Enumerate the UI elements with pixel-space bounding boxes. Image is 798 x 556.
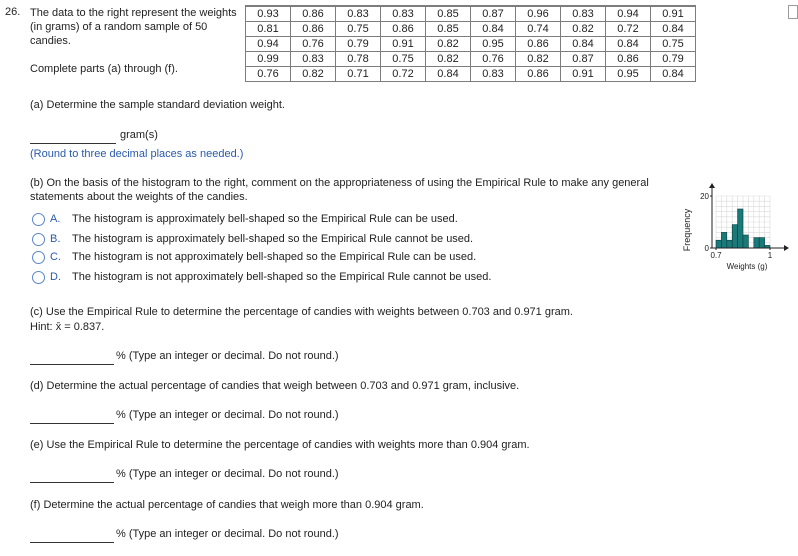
part-a-prompt: (a) Determine the sample standard deviation weight.	[30, 99, 285, 111]
part-a-unit: gram(s)	[120, 129, 158, 141]
data-table-cell: 0.79	[651, 52, 696, 67]
data-table-cell: 0.96	[516, 6, 561, 22]
data-table-cell: 0.91	[561, 67, 606, 82]
data-table-cell: 0.94	[246, 37, 291, 52]
data-table-cell: 0.95	[471, 37, 516, 52]
data-table-cell: 0.83	[471, 67, 516, 82]
part-a-hint: (Round to three decimal places as needed.)	[30, 148, 244, 160]
data-table-cell: 0.95	[606, 67, 651, 82]
question-instructions: Complete parts (a) through (f).	[30, 63, 178, 75]
data-table-cell: 0.72	[606, 22, 651, 37]
data-table-cell: 0.82	[516, 52, 561, 67]
data-table-cell: 0.91	[651, 6, 696, 22]
data-table-row	[246, 67, 696, 82]
data-table-cell: 0.86	[516, 67, 561, 82]
histogram-bar	[727, 240, 732, 248]
part-f-answer-note: % (Type an integer or decimal. Do not round.)	[116, 528, 339, 540]
data-table-cell: 0.99	[246, 52, 291, 67]
option-c-radio[interactable]	[32, 251, 45, 264]
data-table-cell: 0.71	[336, 67, 381, 82]
option-a-letter: A.	[50, 213, 61, 225]
data-table-cell: 0.91	[381, 37, 426, 52]
part-c-answer-input[interactable]	[30, 350, 114, 365]
data-table-cell: 0.93	[246, 6, 291, 22]
part-f-answer-input[interactable]	[30, 528, 114, 543]
option-b-text[interactable]: The histogram is approximately bell-shaped so the Empirical Rule cannot be used.	[72, 233, 474, 245]
data-table-cell: 0.82	[426, 37, 471, 52]
histogram-bar	[738, 209, 743, 248]
part-c-hint-label: Hint:	[30, 321, 56, 333]
part-e-prompt: (e) Use the Empirical Rule to determine the percentage of candies with weights more than 0.904 gram.	[30, 439, 530, 451]
part-c-hint-value: = 0.837.	[61, 321, 105, 333]
data-table-cell: 0.83	[291, 52, 336, 67]
question-number: 26.	[5, 6, 21, 18]
data-table-row	[246, 37, 696, 52]
histogram-x-tick-label: 1	[767, 251, 773, 260]
histogram-x-label: Weights (g)	[726, 262, 768, 271]
part-e-answer-input[interactable]	[30, 468, 114, 483]
data-table-cell: 0.82	[426, 52, 471, 67]
histogram-x-tick-label: 0.7	[710, 251, 722, 260]
data-table	[245, 5, 696, 82]
data-table-row	[246, 6, 696, 22]
data-table-cell: 0.76	[246, 67, 291, 82]
histogram-y-tick-label: 0	[704, 244, 709, 253]
part-c-hint-symbol: x̄	[55, 321, 62, 333]
part-d-answer-note: % (Type an integer or decimal. Do not round.)	[116, 409, 339, 421]
option-c-text[interactable]: The histogram is not approximately bell-shaped so the Empirical Rule can be used.	[72, 251, 477, 263]
data-table-cell: 0.74	[516, 22, 561, 37]
data-table-cell: 0.84	[471, 22, 516, 37]
data-table-cell: 0.94	[606, 6, 651, 22]
data-table-row	[246, 52, 696, 67]
part-c-hint	[30, 321, 104, 333]
data-table-cell: 0.86	[291, 6, 336, 22]
part-e-answer-note: % (Type an integer or decimal. Do not round.)	[116, 468, 339, 480]
data-table-cell: 0.72	[381, 67, 426, 82]
data-table-cell: 0.87	[561, 52, 606, 67]
histogram-y-label: Frequency	[682, 208, 692, 252]
data-table-cell: 0.82	[561, 22, 606, 37]
data-table-cell: 0.76	[291, 37, 336, 52]
data-table-cell: 0.76	[471, 52, 516, 67]
histogram-bar	[716, 240, 721, 248]
part-b-prompt: (b) On the basis of the histogram to the right, comment on the appropriateness of using the Empirical Rule to make any general statements about the weights of the candies.	[30, 177, 649, 203]
data-table-cell: 0.82	[291, 67, 336, 82]
data-table-cell: 0.83	[561, 6, 606, 22]
data-table-cell: 0.83	[336, 6, 381, 22]
part-f-prompt: (f) Determine the actual percentage of candies that weigh more than 0.904 gram.	[30, 499, 424, 511]
histogram-bar	[759, 238, 764, 248]
part-d-answer-input[interactable]	[30, 409, 114, 424]
part-d-prompt: (d) Determine the actual percentage of candies that weigh between 0.703 and 0.971 gram, inclusive.	[30, 380, 520, 392]
option-b-letter: B.	[50, 233, 61, 245]
x-axis-arrow-icon	[784, 245, 789, 251]
option-a-radio[interactable]	[32, 213, 45, 226]
option-d-letter: D.	[50, 271, 61, 283]
data-table-cell: 0.84	[651, 67, 696, 82]
weights-histogram	[680, 182, 798, 282]
histogram-bar	[743, 235, 748, 248]
part-c-prompt: (c) Use the Empirical Rule to determine the percentage of candies with weights between 0.703 and 0.971 gram.	[30, 306, 573, 318]
data-table-row	[246, 22, 696, 37]
histogram-bar	[732, 225, 737, 248]
data-table-cell: 0.83	[381, 6, 426, 22]
data-table-cell: 0.78	[336, 52, 381, 67]
data-popout-icon[interactable]	[788, 5, 798, 19]
histogram-bar	[754, 238, 759, 248]
option-a-text[interactable]: The histogram is approximately bell-shaped so the Empirical Rule can be used.	[72, 213, 458, 225]
data-table-cell: 0.81	[246, 22, 291, 37]
data-table-cell: 0.86	[381, 22, 426, 37]
option-d-text[interactable]: The histogram is not approximately bell-shaped so the Empirical Rule cannot be used.	[72, 271, 492, 283]
data-table-cell: 0.85	[426, 22, 471, 37]
part-a-answer-input[interactable]	[30, 129, 116, 144]
data-table-cell: 0.84	[606, 37, 651, 52]
part-c-answer-note: % (Type an integer or decimal. Do not round.)	[116, 350, 339, 362]
data-table-cell: 0.87	[471, 6, 516, 22]
data-table-cell: 0.86	[516, 37, 561, 52]
histogram-bar	[721, 232, 726, 248]
data-table-cell: 0.84	[426, 67, 471, 82]
option-d-radio[interactable]	[32, 271, 45, 284]
option-c-letter: C.	[50, 251, 61, 263]
data-table-cell: 0.84	[561, 37, 606, 52]
data-table-cell: 0.75	[336, 22, 381, 37]
data-table-cell: 0.79	[336, 37, 381, 52]
option-b-radio[interactable]	[32, 233, 45, 246]
data-table-cell: 0.85	[426, 6, 471, 22]
data-table-cell: 0.86	[291, 22, 336, 37]
histogram-y-tick-label: 20	[700, 192, 709, 201]
data-table-cell: 0.75	[381, 52, 426, 67]
data-table-cell: 0.84	[651, 22, 696, 37]
data-table-cell: 0.86	[606, 52, 651, 67]
y-axis-arrow-icon	[709, 183, 715, 188]
question-intro: The data to the right represent the weights (in grams) of a random sample of 50 candies.	[30, 7, 237, 47]
data-table-cell: 0.75	[651, 37, 696, 52]
